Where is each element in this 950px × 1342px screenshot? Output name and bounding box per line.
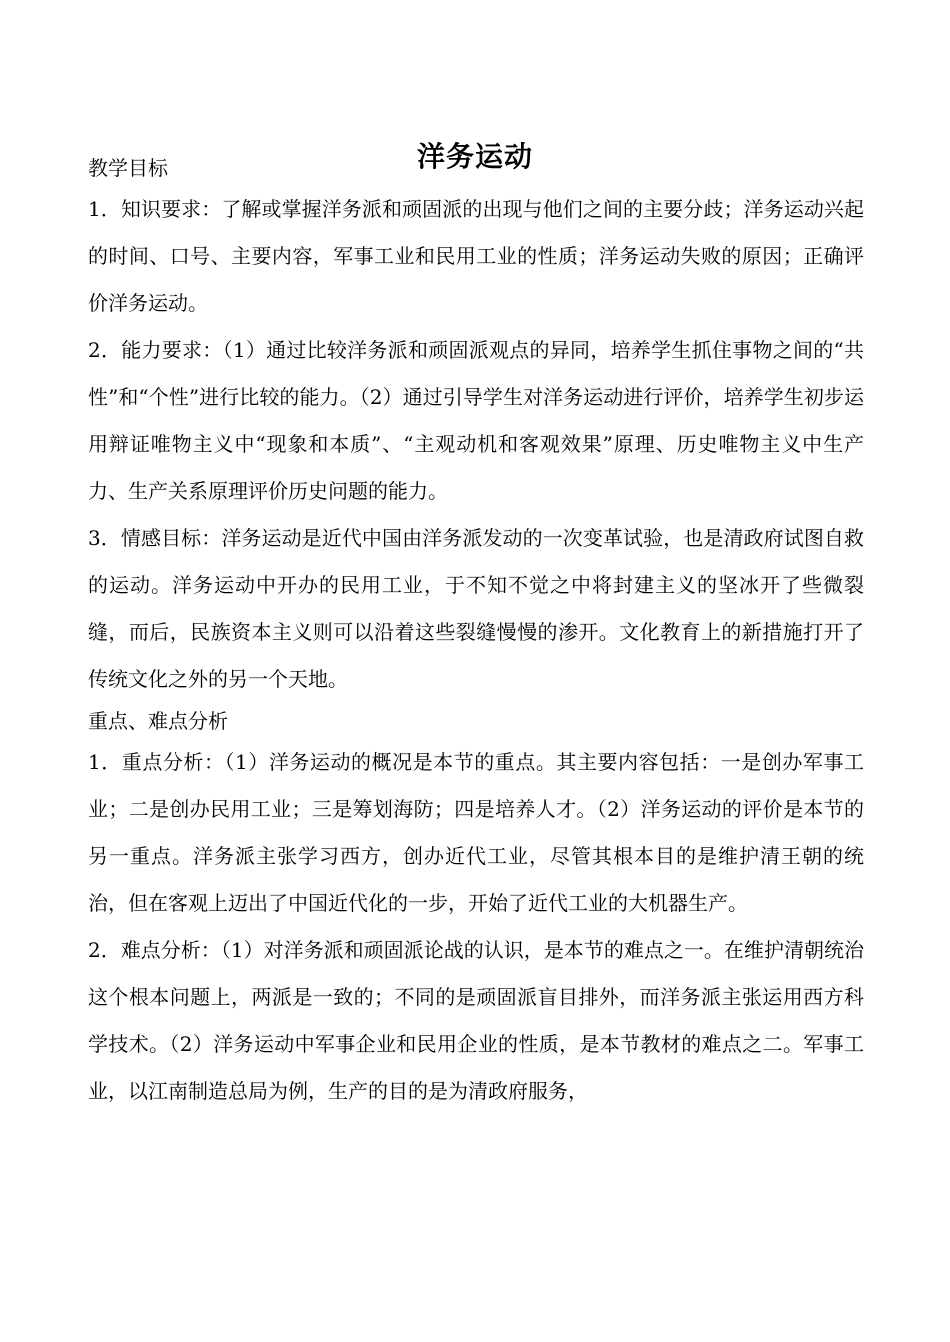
paragraph-difficult-point-analysis: 2．难点分析：（1）对洋务派和顽固派论战的认识，是本节的难点之一。在维护清朝统治这个根本问题上，两派是一致的；不同的是顽固派盲目排外，而洋务派主张运用西方科学技术。（2）洋务运动中军事企业和民用企业的性质，是本节教材的难点之二。军事工业，以江南制造总局为例，生产的目的是为清政府服务， xyxy=(88,938,864,1103)
document-title: 洋务运动 xyxy=(416,139,533,173)
section-heading-teaching-objectives: 教学目标 xyxy=(88,156,168,180)
paragraph-key-point-analysis: 1．重点分析：（1）洋务运动的概况是本节的重点。其主要内容包括：一是创办军事工业；二是创办民用工业；三是筹划海防；四是培养人才。（2）洋务运动的评价是本节的另一重点。洋务派主张学习西方，创办近代工业，尽管其根本目的是维护清王朝的统治，但在客观上迈出了中国近代化的一步，开始了近代工业的大机器生产。 xyxy=(88,750,864,915)
paragraph-emotional-goals: 3．情感目标：洋务运动是近代中国由洋务派发动的一次变革试验，也是清政府试图自救的运动。洋务运动中开办的民用工业，于不知不觉之中将封建主义的坚冰开了些微裂缝，而后，民族资本主义则可以沿着这些裂缝慢慢的渗开。文化教育上的新措施打开了传统文化之外的另一个天地。 xyxy=(88,526,864,691)
section-heading-key-difficult-points: 重点、难点分析 xyxy=(88,709,228,733)
paragraph-ability-requirements: 2．能力要求：（1）通过比较洋务派和顽固派观点的异同，培养学生抓住事物之间的“共性”和“个性”进行比较的能力。（2）通过引导学生对洋务运动进行评价，培养学生初步运用辩证唯物主义中“现象和本质”、“主观动机和客观效果”原理、历史唯物主义中生产力、生产关系原理评价历史问题的能力。 xyxy=(88,338,864,503)
section-key-difficult-points xyxy=(88,703,864,1115)
paragraph-knowledge-requirements: 1．知识要求：了解或掌握洋务派和顽固派的出现与他们之间的主要分歧；洋务运动兴起的时间、口号、主要内容，军事工业和民用工业的性质；洋务运动失败的原因；正确评价洋务运动。 xyxy=(88,197,864,315)
section-teaching-objectives xyxy=(88,150,864,703)
document-body xyxy=(88,150,864,1115)
